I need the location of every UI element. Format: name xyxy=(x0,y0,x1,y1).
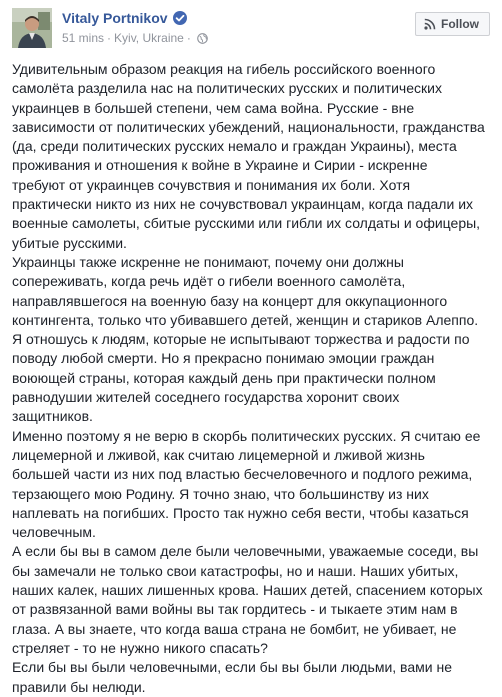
post-paragraph-5: А если бы вы в самом деле были человечными, уважаемые соседи, вы бы замечали не только свои катастрофы, но и наши. Наших убитых, наших калек, наших лишенных крова. Наших детей, спасением которых от развязанной вами войны вы так гордитесь - и тыкаете этим нам в глаза. А вы знаете, что когда ваша страна не бомбит, не убивает, не стреляет - то не нужно никого спасать? xyxy=(12,543,483,656)
post-meta xyxy=(62,31,208,45)
author-avatar[interactable] xyxy=(12,8,52,48)
follow-button[interactable] xyxy=(415,12,490,36)
meta-separator: · xyxy=(107,31,112,45)
post-paragraph-6: Если бы вы были человечными, если бы вы были людьми, вами не правили бы нелюди. xyxy=(12,659,452,695)
post-paragraph-4: Именно поэтому я не верю в скорбь политических русских. Я считаю ее лицемерной и лживой, как считаю лицемерной и лживой жизнь большей части из них под властью бесчеловечного и подлого режима, терзающего мою Родину. Я точно знаю, что большинству из них наплевать на погибших. Просто так нужно себя вести, чтобы казаться человечным. xyxy=(12,427,481,541)
follow-label: Follow xyxy=(441,17,479,31)
globe-icon[interactable] xyxy=(197,33,208,44)
author-name-text: Vitaly Portnikov xyxy=(62,10,168,26)
post-location[interactable]: Kyiv, Ukraine xyxy=(114,31,184,45)
post-header xyxy=(12,8,490,52)
post-body xyxy=(12,60,492,697)
post-paragraph-3: Я отношусь к людям, которые не испытывают торжества и радости по поводу любой смерти. Но я прекрасно понимаю эмоции граждан воюющей страны, которая каждый день при практически полном равнодушии жителей соседнего государства хоронит своих защитников. xyxy=(12,331,470,425)
avatar-photo xyxy=(12,8,52,48)
verified-badge-icon xyxy=(173,11,187,25)
post-timestamp[interactable]: 51 mins xyxy=(62,31,105,45)
author-name[interactable] xyxy=(62,10,187,26)
rss-icon xyxy=(424,18,436,30)
meta-separator-2: · xyxy=(186,31,191,45)
post-paragraph-1: Удивительным образом реакция на гибель российского военного самолёта разделила нас на политических русских и политических украинцев в большей степени, чем сама война. Русские - вне зависимости от политических убеждений, национальности, гражданства (да, среди политических русских немало и граждан Украины), места проживания и отношения к войне в Украине и Сирии - искренне требуют от украинцев сочувствия и понимания их боли. Хотя практически никто из них не сочувствовал украинцам, когда падали их военные самолеты, сбитые русскими или гибли их солдаты и офицеры, убитые русскими. xyxy=(12,61,485,251)
post-paragraph-2: Украинцы также искренне не понимают, почему они должны сопереживать, когда речь идёт о гибели военного самолёта, направлявшегося на военную базу на концерт для оккупационного контингента, только что убивавшего детей, женщин и стариков Алеппо. xyxy=(12,253,479,328)
